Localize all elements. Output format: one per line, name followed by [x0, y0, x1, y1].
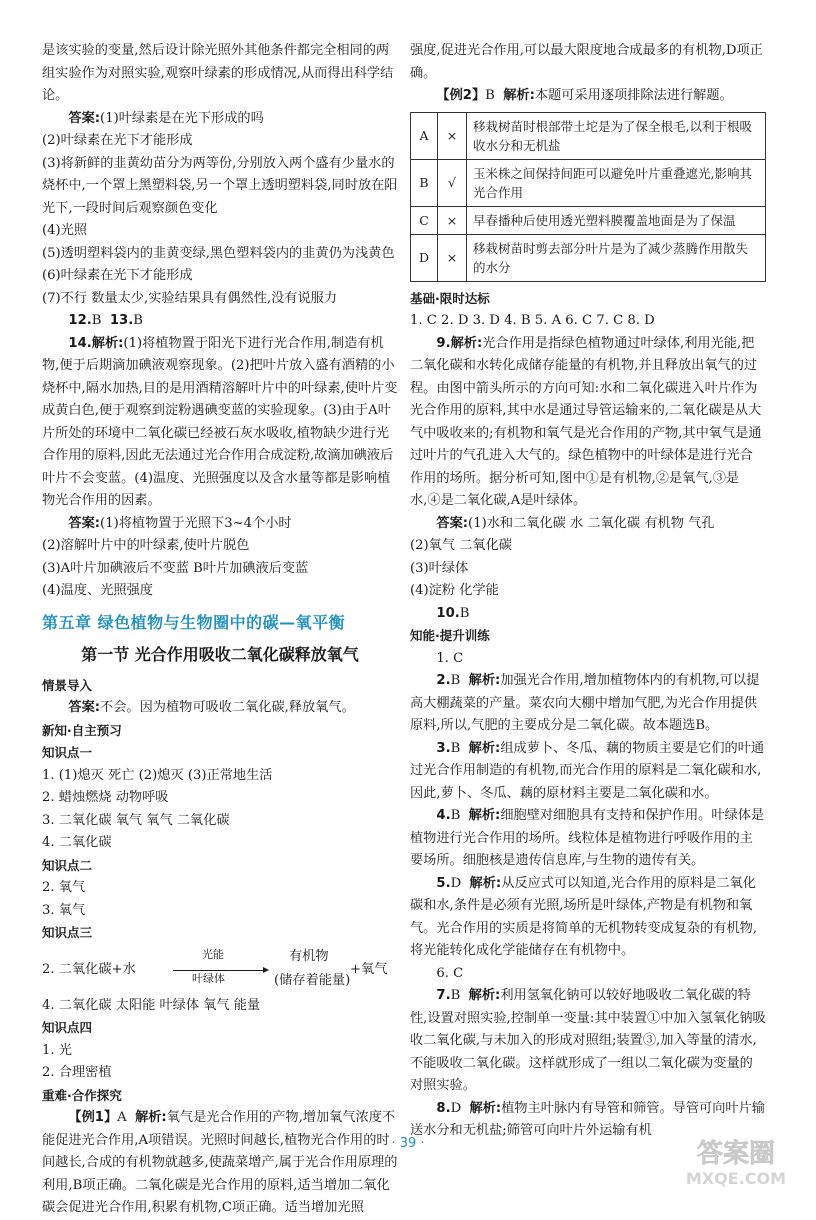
answer-line: (3)叶绿体 — [410, 560, 469, 576]
explanation: 4.B 解析:细胞壁对细胞具有支持和保护作用。叶绿体是植物进行光合作用的场所。线粒体是植物进行呼吸作用的主要场所。细胞核是遗传信息库,与生物的遗传有关。 — [410, 808, 765, 868]
explanation: 5.D 解析:从反应式可以知道,光合作用的原料是二氧化碳和水,条件是必须有光照,场所是叶绿体,产物是有机物和氧气。光合作用的实质是将简单的无机物转变成复杂的有机物,将光能转化成化学能储存在有机物中。 — [410, 875, 758, 958]
table-row — [411, 206, 766, 234]
option-letter: A — [411, 112, 438, 159]
equation-product: 有机物 — [289, 948, 329, 964]
answer-line: 答案:不会。因为植物可吸收二氧化碳,释放氧气。 — [68, 700, 355, 715]
answer-line: 1. 光 — [42, 1042, 72, 1058]
intro-text: 是该实验的变量,然后设计除光照外其他条件都完全相同的两组实验作为对照实验,观察叶绿素的形成情况,从而得出科学结论。 — [42, 43, 394, 103]
answer-line: (5)透明塑料袋内的韭黄变绿,黑色塑料袋内的韭黄仍为浅黄色 — [42, 245, 395, 261]
option-mark: √ — [438, 159, 467, 206]
knowledge-point: 知识点一 — [42, 745, 93, 760]
answer-line: 3. 二氧化碳 氧气 氧气 二氧化碳 — [42, 812, 230, 828]
answer-line: (7)不行 数量太少,实验结果具有偶然性,没有说服力 — [42, 290, 338, 306]
explanation: 14.解析:(1)将植物置于阳光下进行光合作用,制造有机物,便于后期滴加碘液观察现象。(2)把叶片放入盛有酒精的小烧杯中,隔水加热,目的是用酒精溶解叶片中的叶绿素,使叶片变成黄白色,便于观察到淀粉遇碘变蓝的实验现象。(3)由于A叶片所处的环境中二氧化碳已经被石灰水吸收,植物缺少进行光合作用的原料,因此无法通过光合作用合成淀粉,故滴加碘液后叶片不会变蓝。(4)温度、光照强度以及含水量等都是影响植物光合作用的因素。 — [42, 335, 398, 508]
table-row — [411, 159, 766, 206]
option-letter: D — [411, 234, 438, 281]
option-text: 移栽树苗时剪去部分叶片是为了减少蒸腾作用散失的水分 — [467, 234, 766, 281]
example-explanation: 【例1】A 解析:氧气是光合作用的产物,增加氧气浓度不能促进光合作用,A项错误。光照时间越长,植物光合作用的时间越长,合成的有机物就越多,使蔬菜增产,属于光合作用原理的利用,B项正确。二氧化碳是光合作用的原料,适当增加二氧化碳会促进光合作用,积累有机物,C项正确。适当增加光照 — [42, 1110, 398, 1215]
watermark-text: 答案圈 — [696, 1139, 776, 1169]
answer-line: 12.B 13.B — [68, 313, 143, 328]
answer-line: 10.B — [436, 605, 470, 621]
equation-condition-light: 光能 — [202, 947, 224, 961]
table-row — [411, 112, 766, 159]
answer-line: (4)光照 — [42, 223, 88, 238]
equation-product-note: (储存着能量) — [274, 972, 351, 988]
subheading: 知能·提升训练 — [410, 628, 490, 643]
answer-line: 1. C — [436, 650, 464, 666]
photosynthesis-equation — [42, 947, 398, 993]
explanation: 3.B 解析:组成萝卜、冬瓜、藕的物质主要是它们的叶通过光合作用制造的有机物,而光合作用的原料是二氧化碳和水,因此,萝卜、冬瓜、藕的原材料主要是二氧化碳和水。 — [410, 740, 765, 801]
knowledge-point: 知识点三 — [42, 925, 93, 940]
page-number: · 39 · — [391, 1136, 425, 1151]
answer-line: (2)叶绿素在光下才能形成 — [42, 133, 193, 148]
option-letter: C — [411, 206, 438, 234]
answer-line: 4. 二氧化碳 太阳能 叶绿体 氧气 能量 — [42, 997, 261, 1013]
answer-line: 6. C — [436, 965, 464, 981]
answer-line: 2. 氧气 — [42, 880, 86, 895]
answer-line: (4)温度、光照强度 — [42, 583, 153, 598]
answer-line: (6)叶绿素在光下才能形成 — [42, 268, 193, 283]
option-text: 早春播种后使用透光塑料膜覆盖地面是为了保温 — [467, 206, 766, 234]
option-letter: B — [411, 159, 438, 206]
subheading: 基础·限时达标 — [410, 290, 490, 306]
knowledge-point: 知识点四 — [42, 1020, 93, 1035]
option-mark: × — [438, 206, 467, 234]
example-explanation: 【例2】B 解析:本题可采用逐项排除法进行解题。 — [436, 88, 733, 103]
explanation: 7.B 解析:利用氢氧化钠可以较好地吸收二氧化碳的特性,设置对照实验,控制单一变量:其中装置①中加入氢氧化钠吸收二氧化碳,与未加入的形成对照组;装置③,加入等量的清水,不能吸收二氧化碳。这样就形成了一组以二氧化碳为变量的对照实验。 — [410, 988, 766, 1093]
chapter-title: 第五章 绿色植物与生物圈中的碳—氧平衡 — [42, 612, 346, 632]
explanation: 9.解析:光合作用是指绿色植物通过叶绿体,利用光能,把二氧化碳和水转化成储存能量的有机物,并且释放出氧气的过程。由图中箭头所示的方向可知:水和二氧化碳进入叶片作为光合作用的原料,其中水是通过导管运输来的,二氧化碳是从大气中吸收来的;有机物和氧气是光合作用的产物,其中氧气是通过叶片的气孔进入大气的。绿色植物中的叶绿体是进行光合作用的场所。据分析可知,图中①是有机物,②是氧气,③是水,④是二氧化碳,A是叶绿体。 — [410, 335, 762, 508]
answer-line: 1. (1)熄灭 死亡 (2)熄灭 (3)正常地生活 — [42, 767, 273, 783]
watermark-url: MXQE.COM — [685, 1169, 787, 1188]
table-row — [411, 234, 766, 281]
option-table — [410, 112, 766, 282]
subheading: 情景导入 — [42, 677, 93, 693]
knowledge-point: 知识点二 — [42, 857, 93, 873]
subheading: 重难·合作探究 — [42, 1087, 122, 1103]
answer-line: (3)将新鲜的韭黄幼苗分为两等份,分别放入两个盛有少量水的烧杯中,一个罩上黑塑料袋,另一个罩上透明塑料袋,同时放在阳光下,一段时间后观察颜色变化 — [42, 155, 398, 216]
continued-text: 强度,促进光合作用,可以最大限度地合成最多的有机物,D项正确。 — [410, 43, 763, 81]
answer-line: 1. C 2. D 3. D 4. B 5. A 6. C 7. C 8. D — [410, 313, 655, 328]
answer-line: 3. 氧气 — [42, 902, 86, 918]
answer-line: 2. 蜡烛燃烧 动物呼吸 — [42, 790, 169, 805]
right-column — [410, 40, 766, 1143]
option-mark: × — [438, 234, 467, 281]
equation-condition-chloroplast: 叶绿体 — [192, 971, 225, 985]
section-title: 第一节 光合作用吸收二氧化碳释放氧气 — [81, 645, 359, 664]
subheading: 新知·自主预习 — [42, 722, 122, 738]
equation-reactants: 2. 二氧化碳+水 — [42, 961, 136, 977]
left-column — [42, 40, 398, 1220]
explanation: 8.D 解析:植物主叶脉内有导管和筛管。导管可向叶片输送水分和无机盐;筛管可向叶片外运输有机 — [410, 1100, 765, 1138]
explanation: 2.B 解析:加强光合作用,增加植物体内的有机物,可以提高大棚蔬菜的产量。菜农向大棚中增加气肥,为光合作用提供原料,所以,气肥的主要成分是二氧化碳。故本题选B。 — [410, 673, 760, 733]
option-text: 移栽树苗时根部带土坨是为了保全根毛,以利于根吸收水分和无机盐 — [467, 112, 766, 159]
answer-line: 4. 二氧化碳 — [42, 835, 112, 850]
option-mark: × — [438, 112, 467, 159]
option-text: 玉米株之间保持间距可以避免叶片重叠遮光,影响其光合作用 — [467, 159, 766, 206]
answer-line: (4)淀粉 化学能 — [410, 583, 499, 598]
answer-line: (2)溶解叶片中的叶绿素,使叶片脱色 — [42, 538, 250, 553]
answer-line: 答案:(1)叶绿素是在光下形成的吗 — [68, 110, 264, 126]
answer-line: 答案:(1)将植物置于光照下3~4个小时 — [68, 515, 292, 531]
answer-line: 2. 合理密植 — [42, 1065, 112, 1080]
equation-oxygen: +氧气 — [350, 961, 388, 977]
answer-line: (2)氧气 二氧化碳 — [410, 538, 512, 553]
watermark-logo — [666, 1132, 806, 1190]
answer-line: (3)A叶片加碘液后不变蓝 B叶片加碘液后变蓝 — [42, 560, 309, 576]
answer-line: 答案:(1)水和二氧化碳 水 二氧化碳 有机物 气孔 — [436, 515, 715, 531]
